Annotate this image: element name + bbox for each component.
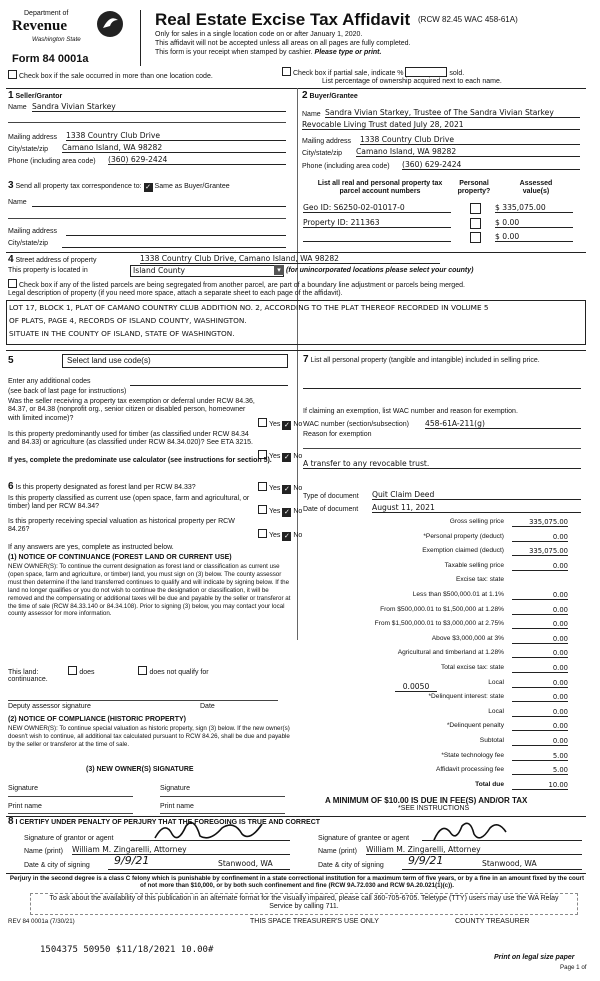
calc-row [310, 620, 572, 630]
county-value: Island County [133, 266, 186, 275]
does-label: does [79, 669, 95, 676]
segregated-label: Check box if any of the listed parcels are being segregated from another parcel, are part of a boundary line adjustment or parcels being merged. [19, 282, 465, 289]
section7-row [303, 356, 581, 365]
buyer-name-label: Name [302, 111, 321, 118]
seller-mail-field[interactable]: 1338 Country Club Drive [66, 131, 286, 141]
parcel-id-2[interactable]: Property ID: 211363 [303, 218, 451, 228]
legal-line2: OF PLATS, PAGE 4, RECORDS OF ISLAND COUNTY, WASHINGTON. [9, 316, 247, 325]
personal-checkbox-1[interactable] [470, 203, 481, 214]
section3-mail-field[interactable] [66, 227, 286, 236]
buyer-mail-label: Mailing address [302, 138, 352, 145]
segregated-checkbox[interactable] [8, 279, 17, 288]
historic-yes-label: Yes [269, 532, 281, 539]
assessed-value-3[interactable]: $ 0.00 [495, 232, 573, 242]
partial-sale-row[interactable] [282, 67, 464, 78]
unincorporated-note: (for unincorporated locations please select your county) [286, 267, 474, 274]
timber-no-checkbox[interactable]: ✓ [283, 454, 290, 461]
assessed-value-1[interactable]: $ 335,075.00 [495, 203, 573, 213]
located-label: This property is located in [8, 267, 88, 274]
continuance-label: continuance. [8, 676, 48, 683]
land-use-select[interactable] [62, 354, 288, 368]
page-title: Real Estate Excise Tax Affidavit [155, 10, 411, 29]
calc-row [310, 722, 572, 732]
calc-label: From $1,500,000.01 to $3,000,000 at 2.75% [374, 620, 504, 628]
timber-yes-label: Yes [269, 453, 281, 460]
calc-value[interactable]: 335,075.00 [512, 518, 568, 527]
buyer-city-label: City/state/zip [302, 150, 343, 157]
partial-sale-label: Check box if partial sale, indicate % [293, 70, 404, 77]
calc-value[interactable]: 0.00 [512, 533, 568, 542]
historic-no-label: No [293, 532, 303, 539]
calc-row [310, 562, 572, 572]
doc-date-label: Date of document [303, 506, 359, 513]
calc-value[interactable]: 5.00 [512, 752, 568, 761]
section6-num: 6 [8, 481, 14, 492]
street-label: Street address of property [15, 257, 97, 264]
calc-value[interactable]: 0.00 [512, 708, 568, 717]
current-use-question: Is this property classified as current use (open space, farm and agricultural, or timber) land per RCW 84.34? [8, 495, 250, 511]
calc-value[interactable]: 0.00 [512, 620, 568, 629]
assessed-col-header: Assessed value(s) [519, 180, 553, 196]
grantor-date-value: 9/9/21 [114, 854, 150, 867]
deputy-date-label: Date [200, 703, 215, 710]
forest-yes-checkbox[interactable] [258, 482, 267, 491]
calc-row [310, 649, 572, 659]
grantor-signature-image [150, 818, 270, 846]
ownership-note: List percentage of ownership acquired next to each name. [322, 78, 502, 85]
section4-num: 4 [8, 254, 14, 265]
calc-row [310, 591, 572, 601]
does-not-qualify-checkbox[interactable] [138, 666, 147, 675]
wac-label: WAC number (section/subsection) [303, 421, 409, 428]
grantee-date-value: 9/9/21 [408, 854, 444, 867]
historic-no-checkbox[interactable]: ✓ [283, 533, 290, 540]
grantee-signature-label: Signature of grantee or agent [318, 835, 410, 842]
calc-value[interactable]: 335,075.00 [512, 547, 568, 556]
same-as-buyer-checkbox[interactable]: ✓ [145, 184, 151, 191]
legal-description-field[interactable] [6, 300, 586, 345]
current-use-yes-checkbox[interactable] [258, 505, 267, 514]
local-rate: 0.0050 [395, 682, 437, 692]
doc-type-field[interactable]: Quit Claim Deed [372, 490, 581, 500]
calc-row [310, 533, 572, 543]
section3-num: 3 [8, 180, 14, 191]
forest-no-checkbox[interactable]: ✓ [283, 486, 290, 493]
see-instructions: *SEE INSTRUCTIONS [398, 805, 470, 812]
wac-field[interactable]: 458-61A-211(g) [425, 419, 581, 429]
calc-label: Exemption claimed (deduct) [422, 547, 504, 555]
assessed-value-2[interactable]: $ 0.00 [495, 218, 573, 228]
buyer-heading [302, 92, 358, 101]
statute: (RCW 82.45 WAC 458-61A) [418, 15, 518, 24]
calc-label: *State technology fee [441, 751, 504, 759]
calc-value[interactable]: 0.00 [512, 591, 568, 600]
multi-location-row[interactable] [8, 70, 213, 81]
same-as-buyer-label: Same as Buyer/Grantee [154, 183, 230, 190]
calc-value[interactable]: 5.00 [512, 766, 568, 775]
seller-heading [8, 92, 62, 101]
buyer-mail-field[interactable]: 1338 Country Club Drive [360, 135, 580, 145]
county-select[interactable] [130, 265, 284, 277]
exemption-no-label: No [293, 421, 303, 428]
segregated-row[interactable] [8, 279, 465, 290]
form-number: Form 84 0001a [12, 53, 89, 65]
calc-value[interactable]: 10.00 [512, 781, 568, 790]
calc-label: Less than $500,000.01 at 1.1% [412, 591, 504, 598]
dor-logo [8, 8, 133, 52]
grantee-date-label: Date & city of signing [318, 862, 384, 869]
forest-question-text: Is this property designated as forest land per RCW 84.33? [15, 484, 196, 491]
section3-city-field[interactable] [62, 239, 286, 248]
calc-label: *Delinquent penalty [446, 722, 504, 730]
additional-codes-field[interactable] [130, 377, 288, 386]
historic-question: Is this property receiving special valuation as historical property per RCW 84.26? [8, 518, 235, 534]
grantor-date-label: Date & city of signing [24, 862, 90, 869]
legal-label: Legal description of property (if you need more space, attach a separate sheet to each page of the affidavit). [8, 290, 343, 297]
historic-yes-no[interactable] [258, 529, 302, 541]
exemption-question: Was the seller receiving a property tax exemption or deferral under RCW 84.36, 84.37, or 84.38 (nonprofit org., senior citizen or disabled person, homeowner with limited income)? [8, 398, 255, 422]
section3-name-label: Name [8, 199, 27, 206]
dept-line2: Revenue [12, 18, 67, 34]
see-back-note: (see back of last page for instructions) [8, 388, 127, 395]
personal-col-header: Personal property? [457, 180, 491, 196]
exemption-yes-no[interactable] [258, 418, 302, 430]
grantee-date-field[interactable] [402, 856, 582, 870]
buyer-phone-label: Phone (including area code) [302, 163, 390, 170]
section8-num: 8 [8, 816, 14, 827]
section3-text: Send all property tax correspondence to: [15, 183, 142, 190]
calc-row [310, 693, 572, 703]
forest-yes-label: Yes [269, 485, 281, 492]
predominate-note: If yes, complete the predominate use calculator (see instructions for section 5). [8, 457, 272, 464]
receipt-note: This form is your receipt when stamped by cashier. [155, 49, 313, 56]
calc-label: From $500,000.01 to $1,500,000 at 1.28% [380, 605, 504, 613]
calc-value[interactable]: 0.00 [512, 722, 568, 731]
calc-label: Excise tax: state [455, 576, 504, 584]
calc-row [310, 737, 572, 747]
buyer-name-field-1[interactable]: Sandra Vivian Starkey, Trustee of The Sandra Vivian Starkey [325, 108, 580, 118]
doc-date-field[interactable]: August 11, 2021 [372, 503, 581, 513]
parcel-id-1[interactable]: Geo ID: S6250-02-01017-0 [303, 203, 451, 213]
buyer-city-field[interactable]: Camano Island, WA 98282 [356, 147, 580, 157]
seller-heading-label: Seller/Grantor [15, 93, 63, 100]
calc-label: Total due [475, 780, 504, 788]
legal-line3: SITUATE IN THE COUNTY OF ISLAND, STATE OF WASHINGTON. [9, 329, 235, 338]
grantor-name-label: Name (print) [24, 848, 63, 855]
exemption-yes-label: Yes [269, 421, 281, 428]
calc-value[interactable]: 0.00 [512, 562, 568, 571]
minimum-due-note: A MINIMUM OF $10.00 IS DUE IN FEE(S) AND/OR TAX [325, 796, 528, 805]
seller-num: 1 [8, 90, 14, 101]
notice1-title: (1) NOTICE OF CONTINUANCE (FOREST LAND OR CURRENT USE) [8, 554, 232, 561]
forest-no-label: No [293, 485, 303, 492]
grantor-signature-label: Signature of grantor or agent [24, 835, 114, 842]
grantor-date-field[interactable] [108, 856, 290, 870]
owner-signature-label-1: Signature [8, 785, 38, 792]
calc-row [310, 576, 572, 586]
current-use-yes-no[interactable] [258, 505, 302, 517]
seller-phone-field[interactable]: (360) 629-2424 [108, 155, 286, 165]
buyer-heading-label: Buyer/Grantee [309, 93, 358, 100]
forest-question [8, 483, 258, 492]
personal-checkbox-3[interactable] [470, 232, 481, 243]
timber-question: Is this property predominantly used for timber (as classified under RCW 84.34 and 84.33) or agriculture (as classified under RCW 84.34.020)? See ETA 3215. [8, 431, 254, 447]
county-treasurer-label: COUNTY TREASURER [455, 918, 530, 925]
calc-value[interactable]: 0.00 [512, 664, 568, 673]
calc-row [310, 547, 572, 557]
calc-label: Above $3,000,000 at 3% [431, 634, 504, 642]
calc-label: *Delinquent interest: state [428, 693, 504, 701]
grantee-signature-image [430, 818, 510, 846]
calc-value[interactable]: 0.00 [512, 635, 568, 644]
section3-city-label: City/state/zip [8, 240, 49, 247]
timber-no-label: No [293, 453, 303, 460]
multi-location-label: Check box if the sale occurred in more than one location code. [19, 73, 213, 80]
owner-signature-label-2: Signature [160, 785, 190, 792]
grantor-city-value: Stanwood, WA [218, 859, 273, 868]
section7-num: 7 [303, 354, 309, 365]
calc-label: Local [488, 678, 504, 686]
owner-print-label-1: Print name [8, 803, 42, 810]
personal-property-field[interactable] [303, 380, 581, 389]
calc-row [310, 679, 572, 689]
header-line1: Only for sales in a single location code on or after January 1, 2020. [155, 31, 363, 38]
calc-label: Total excise tax: state [440, 664, 504, 671]
new-owner-signature-title: (3) NEW OWNER(S) SIGNATURE [86, 766, 194, 773]
calc-row [310, 635, 572, 645]
calc-label: Subtotal [479, 737, 504, 744]
land-use-value: Select land use code(s) [67, 356, 151, 365]
doc-type-label: Type of document [303, 493, 359, 500]
dept-line1: Department of [24, 10, 69, 17]
calc-row [310, 708, 572, 718]
chevron-down-icon[interactable]: ▾ [274, 265, 284, 275]
exemption-no-checkbox[interactable]: ✓ [283, 422, 290, 429]
deputy-signature-label: Deputy assessor signature [8, 703, 91, 710]
calc-label: Gross selling price [449, 518, 504, 525]
buyer-num: 2 [302, 90, 308, 101]
section3-name-field[interactable] [32, 198, 286, 207]
notice2-body: NEW OWNER(S): To continue special valuation as historic property, sign (3) below. If the new owner(s) doesn't wish to continue, all additional tax calculated pursuant to RCW 84.26, shall be due and payable by the seller or transferor at the time of sale. [8, 725, 290, 748]
seller-phone-label: Phone (including area code) [8, 158, 96, 165]
current-use-no-checkbox[interactable]: ✓ [283, 509, 290, 516]
does-qualify-checkbox[interactable] [68, 666, 77, 675]
treasurer-stamp: 1504375 50950 $11/18/2021 10.00# [40, 945, 214, 955]
calc-row [310, 766, 572, 776]
seller-city-label: City/state/zip [8, 146, 49, 153]
buyer-phone-field[interactable]: (360) 629-2424 [402, 160, 580, 170]
notice2-title: (2) NOTICE OF COMPLIANCE (HISTORIC PROPERTY) [8, 716, 186, 723]
calc-value[interactable]: 0.00 [512, 679, 568, 688]
calc-value[interactable]: 0.00 [512, 737, 568, 746]
street-row [8, 256, 96, 265]
street-field[interactable]: 1338 Country Club Drive, Camano Island, WA 98282 [140, 254, 440, 264]
treasurer-label: THIS SPACE TREASURER'S USE ONLY [250, 918, 379, 925]
grantee-name-label: Name (print) [318, 848, 357, 855]
section5-num: 5 [8, 355, 14, 366]
section3-row [8, 182, 230, 192]
parcel-id-3[interactable] [303, 232, 451, 242]
calc-value[interactable]: 0.00 [512, 649, 568, 658]
calc-label: Local [488, 707, 504, 715]
seller-name-field[interactable]: Sandra Vivian Starkey [32, 102, 286, 112]
exemption-yes-checkbox[interactable] [258, 418, 267, 427]
does-not-label: does not qualify for [149, 669, 209, 676]
calc-label: *Personal property (deduct) [423, 532, 504, 540]
calc-row [310, 606, 572, 616]
owner-print-label-2: Print name [160, 803, 194, 810]
personal-checkbox-2[interactable] [470, 218, 481, 229]
dept-line3: Washington State [32, 36, 81, 43]
partial-sale-checkbox[interactable] [282, 67, 291, 76]
certify-text: I CERTIFY UNDER PENALTY OF PERJURY THAT THE FOREGOING IS TRUE AND CORRECT [15, 819, 321, 826]
reason-field[interactable]: A transfer to any revocable trust. [303, 459, 581, 469]
legal-size-note: Print on legal size paper [494, 954, 575, 961]
grantee-name-field[interactable]: William M. Zingarelli, Attorney [366, 845, 582, 855]
seller-city-field[interactable]: Camano Island, WA 98282 [62, 143, 286, 153]
buyer-name-field-2[interactable]: Revocable Living Trust dated July 28, 2021 [302, 120, 580, 130]
notice1-body: NEW OWNER(S): To continue the current designation as forest land or classification as current use (open space, farm and agriculture, or timber) land, you must sign on (3) below. The county assessor must then determine if the land transferred continues to qualify and will indicate by signing below. If the land no longer qualifies or you do not wish to continue the designation or classification, it will be removed and the compensating or additional taxes will be due and payable by the seller or transferor at the time of sale (RCW 84.33.140 or 84.34.108). Prior to signing (3) below, you may contact your local county assessor for more information. [8, 563, 291, 618]
perjury-notice: Perjury in the second degree is a class C felony which is punishable by confinement in a state correctional institution for a maximum term of five years, or by a fine in an amount fixed by the court of not more than $10,000, or by both such confinement and fine (RCW 9A.72.030 and RCW 9A.20.021(1)(c)). [9, 875, 585, 890]
historic-yes-checkbox[interactable] [258, 529, 267, 538]
seller-name-label: Name [8, 104, 27, 111]
exemption-claim-label: If claiming an exemption, list WAC number and reason for exemption. [303, 408, 518, 415]
if-yes-note: If any answers are yes, complete as instructed below. [8, 544, 174, 551]
print-note: Please type or print. [314, 49, 382, 56]
alt-format-note: To ask about the availability of this publication in an alternate format for the visually impaired, please call 360-705-6705. Teletype (TTY) users may use the WA Relay Service by calling 711. [49, 895, 559, 911]
dor-emblem-icon [96, 10, 124, 38]
calc-row [310, 664, 572, 674]
rev-label: REV 84 0001a (7/30/21) [8, 918, 75, 925]
calc-value[interactable]: 0.00 [512, 606, 568, 615]
grantor-name-field[interactable]: William M. Zingarelli, Attorney [72, 845, 290, 855]
calc-label: Affidavit processing fee [435, 766, 504, 774]
page-number: Page 1 of [560, 964, 587, 971]
calc-row [310, 518, 572, 528]
current-use-no-label: No [293, 508, 303, 515]
calc-label: Taxable selling price [444, 561, 504, 569]
multi-location-checkbox[interactable] [8, 70, 17, 79]
section3-mail-label: Mailing address [8, 228, 58, 235]
header-line3 [155, 49, 381, 57]
calc-value[interactable]: 0.00 [512, 693, 568, 702]
partial-sale-percent-input[interactable] [405, 67, 447, 77]
current-use-yes-label: Yes [269, 508, 281, 515]
seller-mail-label: Mailing address [8, 134, 58, 141]
additional-codes-label: Enter any additional codes [8, 378, 91, 385]
calc-row [310, 752, 572, 762]
parcel-col-header: List all real and personal property tax parcel account numbers [317, 180, 443, 196]
partial-sale-suffix: sold. [449, 70, 465, 77]
reason-label: Reason for exemption [303, 431, 372, 438]
grantee-city-value: Stanwood, WA [482, 859, 537, 868]
forest-yes-no[interactable] [258, 482, 302, 494]
legal-line1: LOT 17, BLOCK 1, PLAT OF CAMANO COUNTRY CLUB ADDITION NO. 2, ACCORDING TO THE PLAT THEREOF RECORDED IN VOLUME 5 [9, 303, 489, 312]
section7-text: List all personal property (tangible and intangible) included in selling price. [310, 357, 540, 364]
calc-label: Agricultural and timberland at 1.28% [397, 649, 504, 657]
calc-row [310, 781, 572, 791]
this-land-label: This land: [8, 669, 39, 676]
header-line2: This affidavit will not be accepted unless all areas on all pages are fully completed. [155, 40, 411, 47]
